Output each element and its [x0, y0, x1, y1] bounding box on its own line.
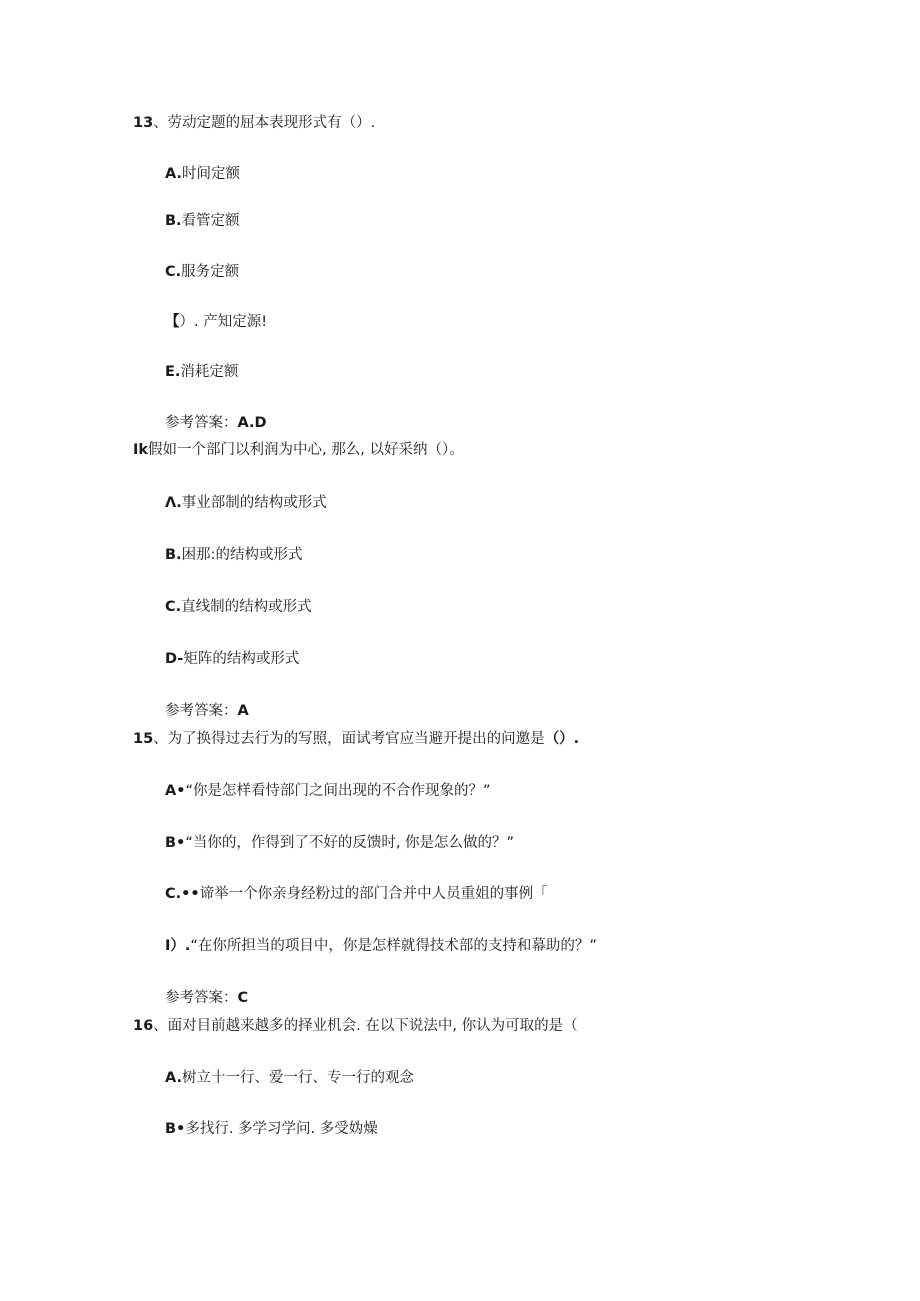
question-number: Ik [133, 442, 149, 458]
option-text: 时间定额 [182, 166, 240, 182]
option-key: C. [165, 599, 182, 615]
option-text: 困那:的结构或形式 [181, 547, 303, 563]
option-key: Λ. [165, 495, 182, 511]
option-c [165, 597, 312, 617]
option-key: C.•• [165, 886, 200, 902]
option-text: 谛举一个你亲身经粉过的部门合并中人员重姐的事例「 [199, 886, 548, 902]
option-d [165, 649, 299, 669]
question-number: 13 [133, 115, 154, 131]
option-b [165, 1119, 378, 1139]
option-key: D- [165, 651, 184, 667]
answer-label: 参考答案： [165, 990, 238, 1006]
option-text: “在你所担当的项目中，你是怎样就得技术部的支持和幕助的？” [190, 938, 597, 954]
option-a [165, 164, 240, 184]
option-text: 服务定额 [181, 264, 240, 280]
option-key: B• [165, 1121, 186, 1137]
option-text: 多找行. 多学习学问. 多受妫燥 [185, 1121, 378, 1137]
option-key: B• [165, 835, 186, 851]
option-key: B. [165, 213, 182, 229]
question-text: 假如一个部门以利润为中心, 那么, 以好采纳（）。 [148, 442, 464, 458]
option-b [165, 211, 240, 231]
option-key: A. [165, 1070, 182, 1086]
answer-label: 参考答案： [165, 703, 238, 719]
option-text: 矩阵的结构或形式 [183, 651, 300, 667]
option-key: 【 [165, 314, 180, 330]
option-a [165, 781, 491, 801]
option-key: A• [165, 783, 186, 799]
option-key: I）. [165, 938, 191, 954]
question-15-stem [133, 729, 579, 749]
option-text: 事业部制的结构或形式 [181, 495, 327, 511]
option-key: C. [165, 264, 182, 280]
option-b [165, 833, 514, 853]
option-a [165, 493, 327, 513]
reference-answer [165, 413, 267, 433]
question-text: 、面对目前越来越多的择业机会. 在以下说法中, 你认为可取的是（ [153, 1018, 578, 1034]
option-text: 看管定额 [181, 213, 240, 229]
option-c [165, 884, 548, 904]
option-b [165, 545, 302, 565]
option-d [165, 936, 597, 956]
option-text: ）. 产知定源! [179, 314, 268, 330]
question-13-stem [133, 113, 375, 133]
option-key: B. [165, 547, 182, 563]
question-text: 、劳动定题的屈本表现形式有（）. [153, 115, 376, 131]
question-number: 16 [133, 1018, 154, 1034]
answer-value: A [237, 703, 249, 719]
option-c [165, 262, 239, 282]
option-text: 消耗定额 [180, 364, 239, 380]
question-stem-tail: （）. [544, 731, 580, 747]
answer-value: C [237, 990, 249, 1006]
option-key: A. [165, 166, 182, 182]
option-text: 直线制的结构或形式 [181, 599, 312, 615]
answer-value: A.D [237, 415, 267, 431]
option-a [165, 1068, 414, 1088]
reference-answer [165, 988, 248, 1008]
question-14-stem [133, 440, 464, 460]
option-d [165, 312, 267, 332]
answer-label: 参考答案： [165, 415, 238, 431]
option-key: E. [165, 364, 181, 380]
question-text: 、为了换得过去行为的写照，面试考官应当避开提出的问邀是 [153, 731, 545, 747]
option-text: “你是怎样看恃部门之间出现的不合作现象的？” [185, 783, 491, 799]
question-16-stem [133, 1016, 578, 1036]
reference-answer [165, 701, 249, 721]
option-text: “当你的，作得到了不好的反馈时, 你是怎么做的？” [185, 835, 515, 851]
option-e [165, 362, 238, 382]
question-number: 15 [133, 731, 154, 747]
option-text: 树立十一行、爱一行、专一行的观念 [182, 1070, 414, 1086]
